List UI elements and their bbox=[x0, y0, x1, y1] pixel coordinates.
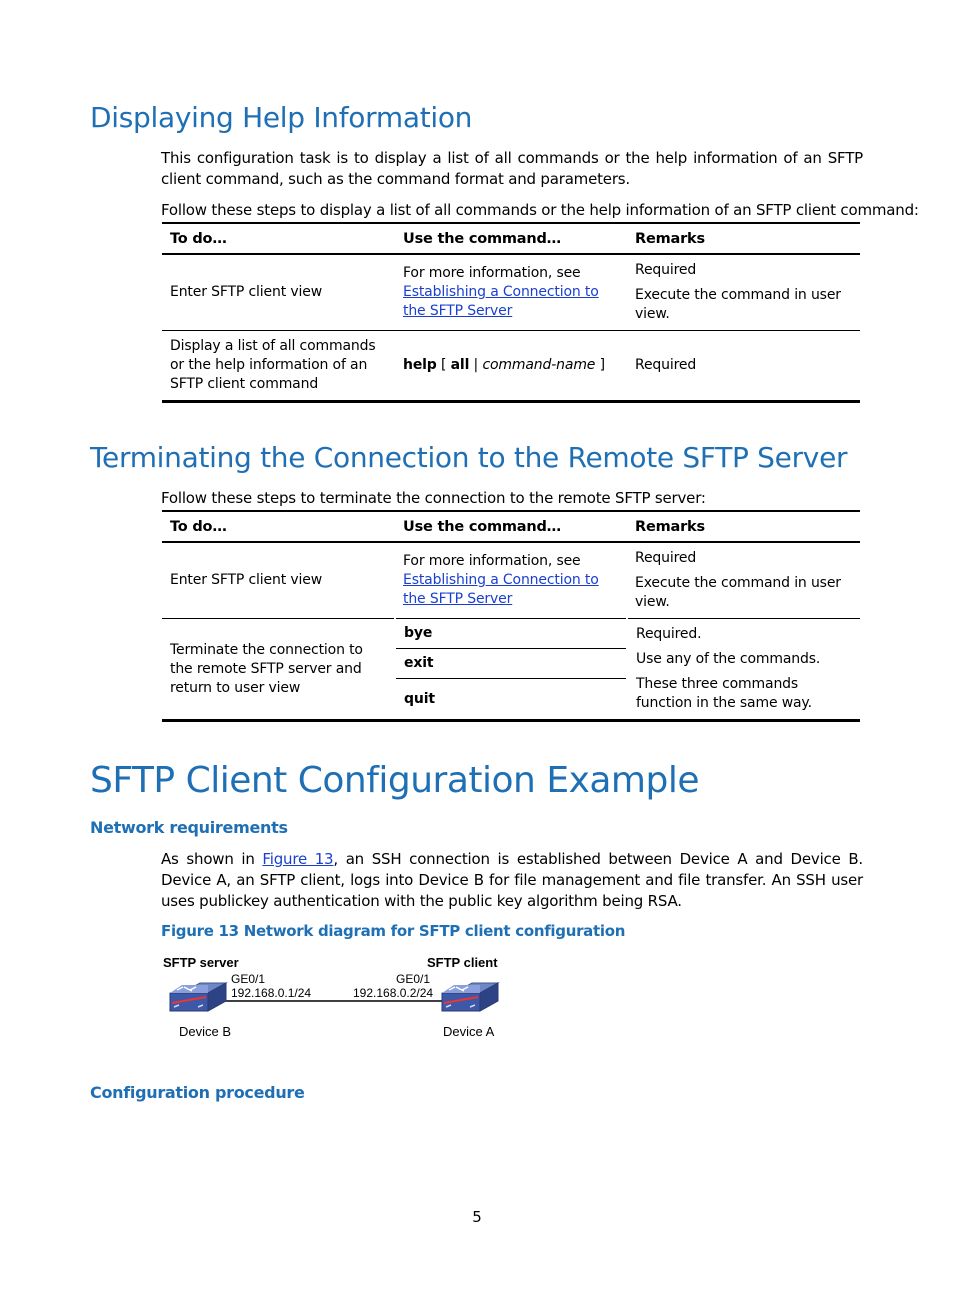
col-header-remarks: Remarks bbox=[627, 223, 860, 254]
col-header-todo: To do… bbox=[162, 511, 395, 542]
remark-required: Required bbox=[635, 262, 697, 278]
para-prefix: As shown in bbox=[161, 850, 263, 868]
establish-connection-link[interactable]: Establishing a Connection to the SFTP Server bbox=[403, 284, 599, 319]
cmd-bar: | bbox=[473, 357, 479, 373]
cell-commands bbox=[395, 619, 627, 721]
col-header-command: Use the command… bbox=[395, 511, 627, 542]
col-header-command: Use the command… bbox=[395, 223, 627, 254]
establish-connection-link[interactable]: Establishing a Connection to the SFTP Server bbox=[403, 572, 599, 607]
remark-same-way: These three commands function in the same way. bbox=[636, 676, 812, 711]
page-number: 5 bbox=[472, 1208, 482, 1226]
diagram-links bbox=[160, 975, 510, 1025]
figure-13-link[interactable]: Figure 13 bbox=[262, 850, 334, 868]
left-port-label: GE0/1 bbox=[231, 972, 266, 986]
remark-use-any: Use any of the commands. bbox=[636, 651, 821, 667]
cell-command bbox=[395, 254, 627, 331]
col-header-todo: To do… bbox=[162, 223, 395, 254]
configuration-procedure-heading: Configuration procedure bbox=[90, 1083, 305, 1102]
cell-todo: Terminate the connection to the remote SFTP server and return to user view bbox=[162, 619, 395, 721]
network-requirements-paragraph bbox=[161, 849, 863, 912]
cell-remarks bbox=[627, 254, 860, 331]
left-ip-label: 192.168.0.1/24 bbox=[231, 986, 312, 1000]
right-ip-label: 192.168.0.2/24 bbox=[353, 986, 434, 1000]
cmd-bracket-close: ] bbox=[599, 357, 605, 373]
col-header-remarks: Remarks bbox=[627, 511, 860, 542]
terminate-steps-paragraph: Follow these steps to terminate the connection to the remote SFTP server: bbox=[161, 489, 706, 507]
network-requirements-heading: Network requirements bbox=[90, 818, 288, 837]
cmd-arg: command-name bbox=[482, 357, 596, 373]
cmd-prefix-text: For more information, see bbox=[403, 553, 581, 569]
cmd-help: help bbox=[403, 357, 437, 373]
cell-remarks bbox=[627, 542, 860, 619]
section-title-terminate: Terminating the Connection to the Remote SFTP Server bbox=[90, 441, 848, 474]
figure-caption: Figure 13 Network diagram for SFTP client configuration bbox=[161, 922, 626, 940]
remark-required: Required. bbox=[636, 626, 702, 642]
cell-command bbox=[395, 542, 627, 619]
remark-required: Required bbox=[635, 550, 697, 566]
sftp-server-label: SFTP server bbox=[163, 955, 239, 970]
cmd-quit: quit bbox=[404, 691, 435, 707]
cell-todo: Enter SFTP client view bbox=[162, 254, 395, 331]
cell-remarks: Required bbox=[627, 331, 860, 402]
device-a-label: Device A bbox=[443, 1024, 495, 1039]
cell-remarks bbox=[627, 619, 860, 721]
cmd-all: all bbox=[450, 357, 470, 373]
right-port-label: GE0/1 bbox=[396, 972, 431, 986]
cell-todo: Display a list of all commands or the help information of an SFTP client command bbox=[162, 331, 395, 402]
switch-icon bbox=[170, 983, 226, 1011]
switch-icon bbox=[442, 983, 498, 1011]
device-b-label: Device B bbox=[179, 1024, 232, 1039]
section-title-help: Displaying Help Information bbox=[90, 101, 473, 134]
para-rest: , an SSH connection is established between Device A and Device B. Device A, an SFTP client, logs into Device B for file management and file transfer. An SSH user uses publickey authentication with the public key algorithm being RSA. bbox=[161, 850, 863, 910]
cell-todo: Enter SFTP client view bbox=[162, 542, 395, 619]
help-command-table bbox=[162, 222, 860, 403]
chapter-title-example: SFTP Client Configuration Example bbox=[90, 760, 699, 801]
sftp-client-label: SFTP client bbox=[427, 955, 498, 970]
remark-detail: Execute the command in user view. bbox=[635, 575, 841, 610]
cmd-prefix-text: For more information, see bbox=[403, 265, 581, 281]
cmd-exit: exit bbox=[396, 649, 626, 679]
cell-command bbox=[395, 331, 627, 402]
remark-detail: Execute the command in user view. bbox=[635, 287, 841, 322]
cmd-bye: bye bbox=[396, 619, 626, 649]
cmd-bracket-open: [ bbox=[441, 357, 447, 373]
help-intro-paragraph: This configuration task is to display a list of all commands or the help information of an SFTP client command, such as the command format and parameters. bbox=[161, 149, 863, 188]
help-steps-paragraph: Follow these steps to display a list of all commands or the help information of an SFTP client command: bbox=[161, 201, 919, 219]
terminate-command-table bbox=[162, 510, 860, 722]
